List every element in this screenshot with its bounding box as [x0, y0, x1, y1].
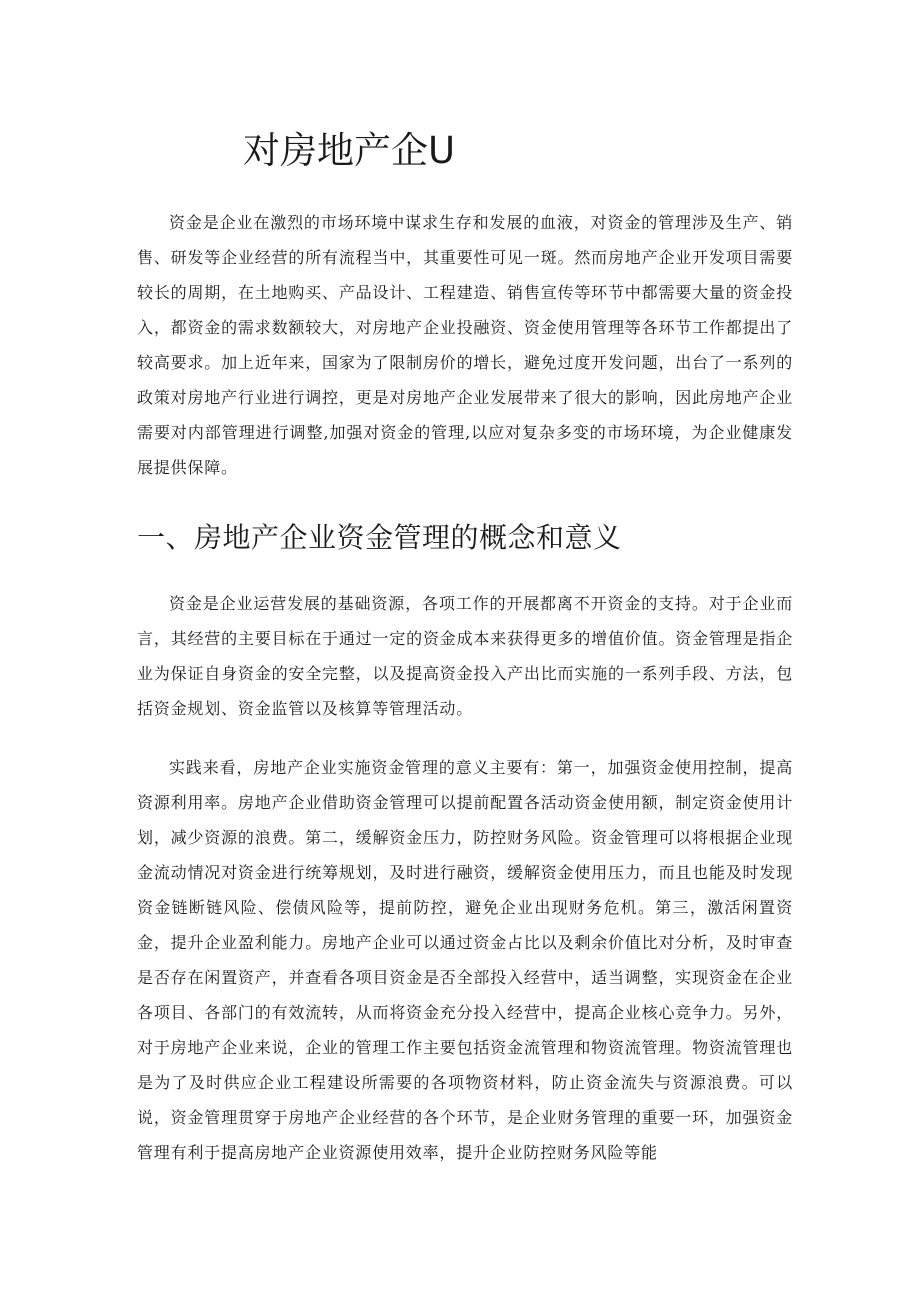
- intro-paragraph: 资金是企业在激烈的市场环境中谋求生存和发展的血液，对资金的管理涉及生产、销售、研发等企业经营的所有流程当中，其重要性可见一斑。然而房地产企业开发项目需要较长的周期，在土地购买、产品设计、工程建造、销售宣传等环节中都需要大量的资金投入，都资金的需求数额较大，对房地产企业投融资、资金使用管理等各环节工作都提出了较高要求。加上近年来，国家为了限制房价的增长，避免过度开发问题，出台了一系列的政策对房地产行业进行调控，更是对房地产企业发展带来了很大的影响，因此房地产企业需要对内部管理进行调整,加强对资金的管理,以应对复杂多变的市场环境，为企业健康发展提供保障。: [137, 213, 793, 477]
- section-heading-1: 一、房地产企业资金管理的概念和意义: [137, 521, 622, 554]
- section-1-paragraph-1: 资金是企业运营发展的基础资源，各项工作的开展都离不开资金的支持。对于企业而言，其经营的主要目标在于通过一定的资金成本来获得更多的增值价值。资金管理是指企业为保证自身资金的安全完整，以及提高资金投入产出比而实施的一系列手段、方法，包括资金规划、资金监管以及核算等管理活动。: [137, 594, 793, 718]
- section-1-paragraph-2: 实践来看，房地产企业实施资金管理的意义主要有：第一，加强资金使用控制，提高资源利用率。房地产企业借助资金管理可以提前配置各活动资金使用额，制定资金使用计划，减少资源的浪费。第二，缓解资金压力，防控财务风险。资金管理可以将根据企业现金流动情况对资金进行统筹规划，及时进行融资，缓解资金使用压力，而且也能及时发现资金链断链风险、偿债风险等，提前防控，避免企业出现财务危机。第三，激活闲置资金，提升企业盈利能力。房地产企业可以通过资金占比以及剩余价值比对分析，及时审查是否存在闲置资产，并查看各项目资金是否全部投入经营中，适当调整，实现资金在企业各项目、各部门的有效流转，从而将资金充分投入经营中，提高企业核心竞争力。另外，对于房地产企业来说，企业的管理工作主要包括资金流管理和物资流管理。物资流管理也是为了及时供应企业工程建设所需要的各项物资材料，防止资金流失与资源浪费。可以说，资金管理贯穿于房地产企业经营的各个环节，是企业财务管理的重要一环，加强资金管理有利于提高房地产企业资源使用效率，提升企业防控财务风险等能: [137, 758, 793, 1162]
- document-title: 对房地产企U: [243, 129, 456, 172]
